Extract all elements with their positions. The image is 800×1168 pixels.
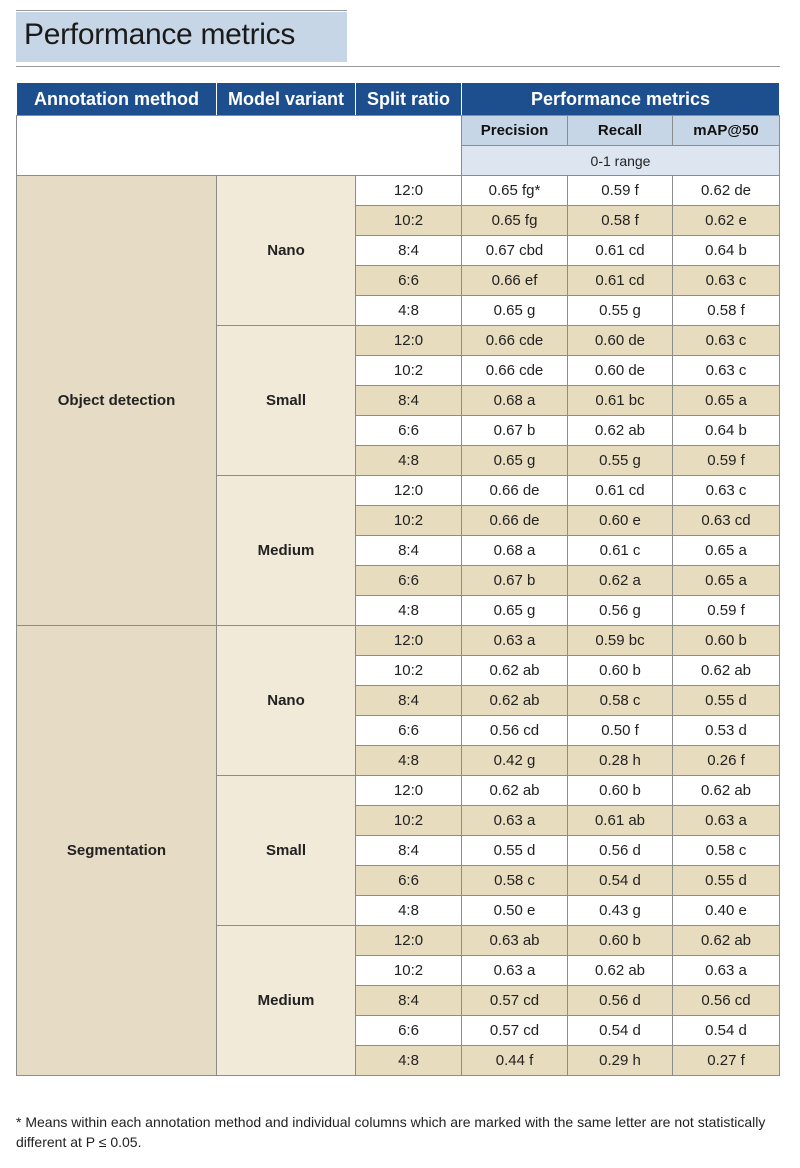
model-variant-cell: Nano <box>217 626 356 776</box>
precision-cell: 0.66 cde <box>462 326 568 356</box>
precision-cell: 0.42 g <box>462 746 568 776</box>
recall-cell: 0.61 ab <box>568 806 673 836</box>
recall-cell: 0.61 cd <box>568 236 673 266</box>
table-row <box>17 626 780 656</box>
map50-cell: 0.55 d <box>673 866 780 896</box>
split-ratio-cell: 8:4 <box>356 986 462 1016</box>
precision-cell: 0.68 a <box>462 386 568 416</box>
header-precision: Precision <box>462 116 568 146</box>
recall-cell: 0.62 a <box>568 566 673 596</box>
page-title: Performance metrics <box>24 18 296 51</box>
map50-cell: 0.62 ab <box>673 926 780 956</box>
split-ratio-cell: 8:4 <box>356 386 462 416</box>
map50-cell: 0.59 f <box>673 446 780 476</box>
split-ratio-cell: 12:0 <box>356 776 462 806</box>
recall-cell: 0.61 c <box>568 536 673 566</box>
map50-cell: 0.63 c <box>673 326 780 356</box>
recall-cell: 0.60 b <box>568 776 673 806</box>
split-ratio-cell: 8:4 <box>356 536 462 566</box>
title-bottom-rule <box>16 66 780 67</box>
precision-cell: 0.62 ab <box>462 686 568 716</box>
header-map50: mAP@50 <box>673 116 780 146</box>
header-model-variant: Model variant <box>217 83 356 116</box>
split-ratio-cell: 6:6 <box>356 866 462 896</box>
split-ratio-cell: 12:0 <box>356 476 462 506</box>
split-ratio-cell: 10:2 <box>356 656 462 686</box>
split-ratio-cell: 6:6 <box>356 416 462 446</box>
header-performance-metrics: Performance metrics <box>462 83 780 116</box>
recall-cell: 0.55 g <box>568 296 673 326</box>
precision-cell: 0.50 e <box>462 896 568 926</box>
recall-cell: 0.60 de <box>568 356 673 386</box>
map50-cell: 0.62 de <box>673 176 780 206</box>
precision-cell: 0.55 d <box>462 836 568 866</box>
recall-cell: 0.28 h <box>568 746 673 776</box>
precision-cell: 0.67 b <box>462 566 568 596</box>
map50-cell: 0.26 f <box>673 746 780 776</box>
map50-cell: 0.63 c <box>673 266 780 296</box>
split-ratio-cell: 4:8 <box>356 1046 462 1076</box>
split-ratio-cell: 12:0 <box>356 176 462 206</box>
precision-cell: 0.57 cd <box>462 1016 568 1046</box>
precision-cell: 0.65 fg* <box>462 176 568 206</box>
subheader-row <box>17 116 780 146</box>
header-blank-cell <box>17 116 462 176</box>
map50-cell: 0.56 cd <box>673 986 780 1016</box>
map50-cell: 0.27 f <box>673 1046 780 1076</box>
precision-cell: 0.62 ab <box>462 656 568 686</box>
split-ratio-cell: 10:2 <box>356 806 462 836</box>
header-annotation-method: Annotation method <box>17 83 217 116</box>
performance-table <box>16 82 780 1076</box>
map50-cell: 0.63 c <box>673 356 780 386</box>
recall-cell: 0.60 b <box>568 656 673 686</box>
map50-cell: 0.58 f <box>673 296 780 326</box>
split-ratio-cell: 10:2 <box>356 206 462 236</box>
recall-cell: 0.55 g <box>568 446 673 476</box>
map50-cell: 0.63 c <box>673 476 780 506</box>
split-ratio-cell: 12:0 <box>356 626 462 656</box>
recall-cell: 0.58 c <box>568 686 673 716</box>
title-banner <box>16 12 347 62</box>
split-ratio-cell: 4:8 <box>356 296 462 326</box>
map50-cell: 0.63 cd <box>673 506 780 536</box>
map50-cell: 0.62 e <box>673 206 780 236</box>
model-variant-cell: Small <box>217 326 356 476</box>
precision-cell: 0.67 b <box>462 416 568 446</box>
map50-cell: 0.53 d <box>673 716 780 746</box>
split-ratio-cell: 8:4 <box>356 686 462 716</box>
recall-cell: 0.61 bc <box>568 386 673 416</box>
split-ratio-cell: 4:8 <box>356 746 462 776</box>
recall-cell: 0.56 d <box>568 986 673 1016</box>
split-ratio-cell: 4:8 <box>356 896 462 926</box>
split-ratio-cell: 8:4 <box>356 836 462 866</box>
split-ratio-cell: 8:4 <box>356 236 462 266</box>
precision-cell: 0.66 ef <box>462 266 568 296</box>
precision-cell: 0.63 a <box>462 806 568 836</box>
range-label: 0-1 range <box>462 146 780 176</box>
recall-cell: 0.56 d <box>568 836 673 866</box>
recall-cell: 0.61 cd <box>568 266 673 296</box>
footnote: * Means within each annotation method and individual columns which are marked with the same letter are not statistically different at P ≤ 0.05. <box>16 1114 766 1150</box>
split-ratio-cell: 6:6 <box>356 266 462 296</box>
recall-cell: 0.60 e <box>568 506 673 536</box>
precision-cell: 0.63 a <box>462 956 568 986</box>
split-ratio-cell: 12:0 <box>356 326 462 356</box>
map50-cell: 0.54 d <box>673 1016 780 1046</box>
precision-cell: 0.63 ab <box>462 926 568 956</box>
recall-cell: 0.59 bc <box>568 626 673 656</box>
map50-cell: 0.55 d <box>673 686 780 716</box>
map50-cell: 0.65 a <box>673 386 780 416</box>
recall-cell: 0.62 ab <box>568 416 673 446</box>
precision-cell: 0.58 c <box>462 866 568 896</box>
precision-cell: 0.44 f <box>462 1046 568 1076</box>
recall-cell: 0.62 ab <box>568 956 673 986</box>
map50-cell: 0.64 b <box>673 416 780 446</box>
precision-cell: 0.67 cbd <box>462 236 568 266</box>
header-recall: Recall <box>568 116 673 146</box>
split-ratio-cell: 4:8 <box>356 446 462 476</box>
split-ratio-cell: 10:2 <box>356 356 462 386</box>
annotation-method-cell: Object detection <box>17 176 217 626</box>
model-variant-cell: Nano <box>217 176 356 326</box>
precision-cell: 0.65 g <box>462 446 568 476</box>
split-ratio-cell: 4:8 <box>356 596 462 626</box>
precision-cell: 0.66 de <box>462 476 568 506</box>
precision-cell: 0.65 fg <box>462 206 568 236</box>
recall-cell: 0.60 de <box>568 326 673 356</box>
recall-cell: 0.58 f <box>568 206 673 236</box>
split-ratio-cell: 12:0 <box>356 926 462 956</box>
precision-cell: 0.66 de <box>462 506 568 536</box>
map50-cell: 0.62 ab <box>673 656 780 686</box>
recall-cell: 0.60 b <box>568 926 673 956</box>
map50-cell: 0.64 b <box>673 236 780 266</box>
precision-cell: 0.56 cd <box>462 716 568 746</box>
precision-cell: 0.66 cde <box>462 356 568 386</box>
split-ratio-cell: 10:2 <box>356 506 462 536</box>
map50-cell: 0.63 a <box>673 806 780 836</box>
model-variant-cell: Small <box>217 776 356 926</box>
map50-cell: 0.60 b <box>673 626 780 656</box>
header-split-ratio: Split ratio <box>356 83 462 116</box>
recall-cell: 0.59 f <box>568 176 673 206</box>
precision-cell: 0.63 a <box>462 626 568 656</box>
recall-cell: 0.29 h <box>568 1046 673 1076</box>
map50-cell: 0.40 e <box>673 896 780 926</box>
model-variant-cell: Medium <box>217 926 356 1076</box>
map50-cell: 0.65 a <box>673 566 780 596</box>
precision-cell: 0.68 a <box>462 536 568 566</box>
table-row <box>17 176 780 206</box>
split-ratio-cell: 6:6 <box>356 566 462 596</box>
map50-cell: 0.59 f <box>673 596 780 626</box>
precision-cell: 0.57 cd <box>462 986 568 1016</box>
model-variant-cell: Medium <box>217 476 356 626</box>
title-top-rule <box>16 10 347 11</box>
precision-cell: 0.62 ab <box>462 776 568 806</box>
precision-cell: 0.65 g <box>462 296 568 326</box>
annotation-method-cell: Segmentation <box>17 626 217 1076</box>
recall-cell: 0.61 cd <box>568 476 673 506</box>
recall-cell: 0.54 d <box>568 866 673 896</box>
map50-cell: 0.65 a <box>673 536 780 566</box>
map50-cell: 0.63 a <box>673 956 780 986</box>
split-ratio-cell: 10:2 <box>356 956 462 986</box>
recall-cell: 0.54 d <box>568 1016 673 1046</box>
recall-cell: 0.43 g <box>568 896 673 926</box>
recall-cell: 0.50 f <box>568 716 673 746</box>
header-row <box>17 83 780 116</box>
split-ratio-cell: 6:6 <box>356 716 462 746</box>
precision-cell: 0.65 g <box>462 596 568 626</box>
split-ratio-cell: 6:6 <box>356 1016 462 1046</box>
recall-cell: 0.56 g <box>568 596 673 626</box>
map50-cell: 0.62 ab <box>673 776 780 806</box>
map50-cell: 0.58 c <box>673 836 780 866</box>
